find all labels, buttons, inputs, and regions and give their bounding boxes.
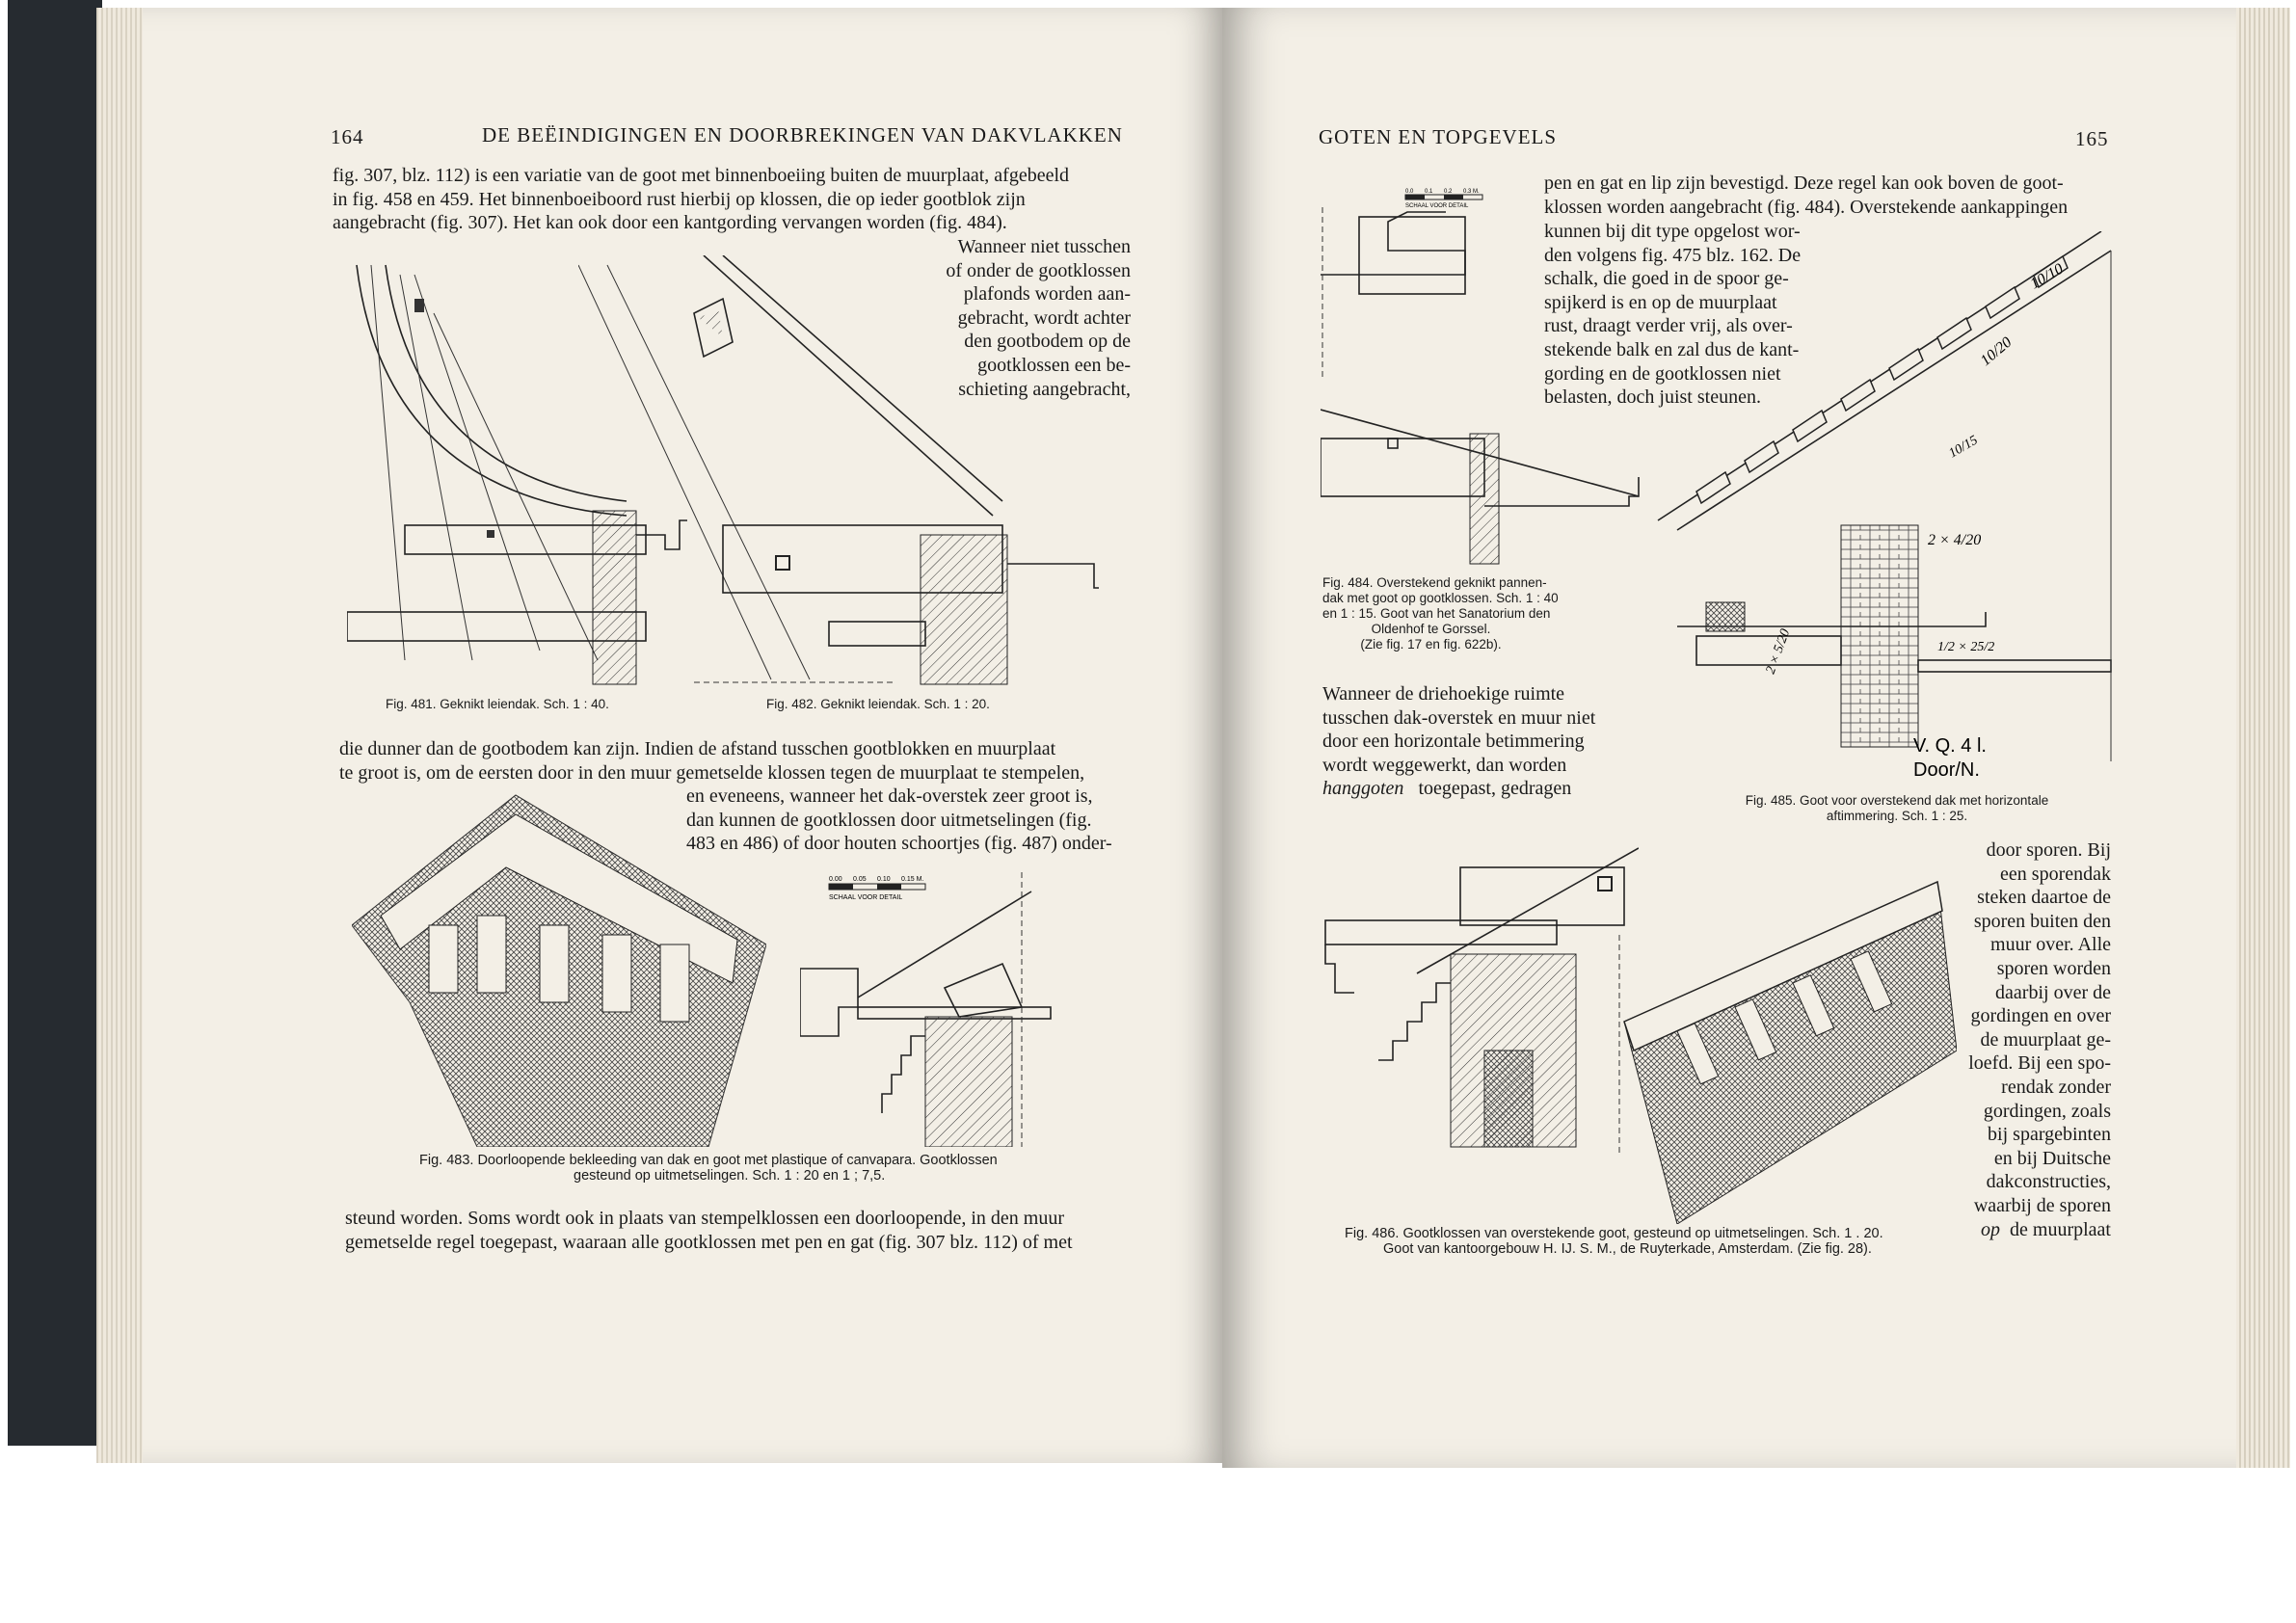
fig484-caption — [1322, 575, 1559, 652]
text-line: bij spargebinten — [1988, 1124, 2111, 1146]
text-line — [1322, 777, 1616, 801]
figure-483-cornice — [352, 790, 766, 1147]
dimension-label: 2 × 4/20 — [1928, 532, 1982, 548]
right-para-mid — [1322, 682, 1616, 801]
text-line: pen en gat en lip zijn bevestigd. Deze regel kan ook boven de goot- — [1544, 173, 2064, 194]
figure-482 — [578, 255, 1099, 689]
text-line: rust, draagt verder vrij, als over- — [1544, 315, 1793, 337]
caption-line: Fig. 485. Goot voor overstekend dak met horizontale — [1745, 793, 2049, 808]
text-line: klossen worden aangebracht (fig. 484). Overstekende aankappingen — [1544, 196, 2069, 218]
text-line: steken daartoe de — [1977, 887, 2111, 909]
text-fragment: toegepast, gedragen — [1418, 778, 1572, 800]
text-line: sporen buiten den — [1973, 910, 2111, 932]
text-line: door sporen. Bij — [1986, 839, 2111, 861]
book-cover-edge — [8, 0, 102, 1446]
scale-tick: 0.0 — [1405, 189, 1414, 195]
text-line: gebracht, wordt achter — [957, 306, 1131, 329]
text-line: belasten, doch juist steunen. — [1544, 386, 1761, 409]
figure-485 — [1639, 231, 2121, 781]
text-line: schalk, die goed in de spoor ge- — [1544, 268, 1789, 290]
running-header-right: GOTEN EN TOPGEVELS — [1319, 125, 1558, 148]
dimension-label: 10/10 — [2027, 260, 2067, 293]
italic-term: hanggoten — [1322, 778, 1404, 800]
text-line: schieting aangebracht, — [958, 378, 1131, 400]
scale-tick: 0.05 — [853, 876, 867, 883]
text-line: spijkerd is en op de muurplaat — [1544, 291, 1777, 313]
text-line: sporen worden — [1996, 957, 2111, 979]
scale-tick: 0.10 — [877, 876, 891, 883]
caption-line: Goot van kantoorgebouw H. IJ. S. M., de Ruyterkade, Amsterdam. (Zie fig. 28). — [1383, 1241, 1872, 1257]
scale-label: SCHAAL VOOR DETAIL — [829, 894, 903, 901]
scale-tick: 0.1 — [1425, 189, 1433, 195]
right-page-edges — [2236, 8, 2290, 1468]
text-line: stekende balk en zal dus de kant- — [1544, 338, 1800, 360]
running-header-left: DE BEËINDIGINGEN EN DOORBREKINGEN VAN DAKVLAKKEN — [482, 123, 1123, 146]
text-line: daarbij over de — [1995, 981, 2111, 1003]
caption-line: dak met goot op gootklossen. Sch. 1 : 40 — [1322, 591, 1559, 605]
fig482-caption: Fig. 482. Geknikt leiendak. Sch. 1 : 20. — [766, 697, 990, 711]
caption-line: aftimmering. Sch. 1 : 25. — [1826, 809, 1968, 823]
fig481-caption: Fig. 481. Geknikt leiendak. Sch. 1 : 40. — [386, 697, 609, 711]
left-para2 — [339, 737, 1130, 785]
italic-term: op — [1981, 1218, 2001, 1240]
figure-484 — [1321, 188, 1668, 573]
caption-line: Fig. 486. Gootklossen van overstekende goot, gesteund op uitmetselingen. Sch. 1 . 20. — [1345, 1226, 1883, 1241]
right-col-text — [1960, 838, 2111, 1241]
caption-line: Oldenhof te Gorssel. — [1371, 622, 1491, 636]
dimension-label: 10/15 — [1946, 433, 1981, 462]
text-line: 483 en 486) of door houten schoortjes (fig. 487) onder- — [686, 833, 1112, 855]
dimension-label: 10/20 — [1977, 333, 2016, 370]
caption-line: gesteund op uitmetselingen. Sch. 1 : 20 en 1 ; 7,5. — [574, 1168, 886, 1184]
text-line: Wanneer niet tusschen — [957, 236, 1131, 257]
text-line: aangebracht (fig. 307). Het kan ook door een kantgording vervangen worden (fig. 484). — [333, 212, 1007, 234]
text-line: muur over. Alle — [1990, 934, 2111, 956]
text-line: gemetselde regel toegepast, waaraan alle gootklossen met pen en gat (fig. 307 blz. 112) of met — [345, 1231, 1073, 1253]
text-line: kunnen bij dit type opgelost wor- — [1544, 221, 1801, 242]
text-line: gootklossen een be- — [977, 354, 1131, 376]
text-line: die dunner dan de gootbodem kan zijn. Indien de afstand tusschen gootblokken en muurplaat — [339, 738, 1056, 759]
text-line — [1960, 1218, 2111, 1242]
figure-486 — [1321, 838, 1639, 1166]
dimension-label: 2 × 5/20 — [1763, 626, 1794, 677]
page-number-left: 164 — [331, 125, 364, 148]
fig483-caption — [419, 1153, 998, 1184]
text-line: tusschen dak-overstek en muur niet — [1322, 706, 1596, 729]
signature-label: V. Q. 4 l. — [1913, 735, 1987, 757]
text-line: den volgens fig. 475 blz. 162. De — [1544, 244, 1802, 266]
caption-line: Fig. 483. Doorloopende bekleeding van dak en goot met plastique of canvapara. Gootklossen — [419, 1153, 998, 1168]
text-line: de muurplaat ge- — [1980, 1028, 2111, 1051]
text-line: gordingen en over — [1970, 1005, 2111, 1027]
figure-486-perspective — [1619, 867, 1957, 1224]
caption-line: en 1 : 15. Goot van het Sanatorium den — [1322, 606, 1551, 621]
text-line: steund worden. Soms wordt ook in plaats van stempelklossen een doorloopende, in den muur — [345, 1208, 1064, 1229]
page-number-right: 165 — [2075, 127, 2109, 150]
left-para3 — [345, 1207, 1135, 1254]
scale-tick: 0.00 — [829, 876, 842, 883]
text-line: dan kunnen de gootklossen door uitmetselingen (fig. — [686, 809, 1092, 831]
dimension-label: 1/2 × 25/2 — [1937, 640, 1995, 654]
text-line: te groot is, om de eersten door in den muur gemetselde klossen tegen de muurplaat te stempelen, — [339, 761, 1085, 784]
caption-line: Fig. 484. Overstekend geknikt pannen- — [1322, 575, 1547, 590]
text-line: wordt weggewerkt, dan worden — [1322, 754, 1567, 776]
text-line: Wanneer de driehoekige ruimte — [1322, 683, 1565, 705]
left-para1 — [333, 164, 1123, 235]
fig486-caption — [1345, 1226, 1883, 1257]
text-line: gordingen, zoals — [1983, 1100, 2111, 1122]
scale-label: SCHAAL VOOR DETAIL — [1405, 203, 1469, 209]
text-line: door een horizontale betimmering — [1322, 731, 1585, 753]
text-fragment: de muurplaat — [2010, 1218, 2111, 1240]
text-line: gording en de gootklossen niet — [1544, 362, 1781, 385]
scale-tick: 0.3 M. — [1463, 189, 1480, 195]
fig485-caption — [1704, 793, 2090, 824]
text-line: plafonds worden aan- — [963, 283, 1131, 306]
text-line: loefd. Bij een spo- — [1968, 1052, 2111, 1075]
scale-tick: 0.15 M. — [901, 876, 924, 883]
scale-tick: 0.2 — [1444, 189, 1453, 195]
text-line: rendak zonder — [2001, 1076, 2111, 1098]
text-line: in fig. 458 en 459. Het binnenboeiboord rust hierbij op klossen, die op ieder gootblok zijn — [333, 188, 1026, 210]
text-line: en bij Duitsche — [1993, 1147, 2111, 1169]
text-line: waarbij de sporen — [1973, 1194, 2111, 1216]
signature-label: Door/N. — [1913, 759, 1980, 781]
text-line: den gootbodem op de — [964, 331, 1131, 353]
figure-483-detail — [800, 872, 1137, 1147]
text-line: fig. 307, blz. 112) is een variatie van de goot met binnenboeiing buiten de muurplaat, afgebeeld — [333, 165, 1070, 186]
text-line: een sporendak — [2000, 863, 2111, 885]
left-page-edges — [96, 8, 143, 1463]
text-line: dakconstructies, — [1986, 1171, 2111, 1193]
text-line: of onder de gootklossen — [946, 259, 1131, 281]
text-line: en eveneens, wanneer het dak-overstek zeer groot is, — [686, 785, 1093, 807]
caption-line: (Zie fig. 17 en fig. 622b). — [1360, 637, 1502, 652]
